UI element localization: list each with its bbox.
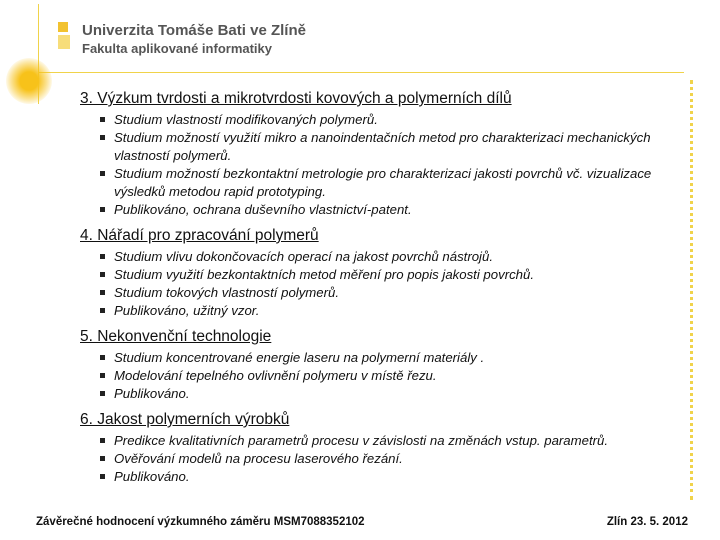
bullet-icon <box>100 207 105 212</box>
bullet-list <box>80 111 685 219</box>
bullet-list <box>80 432 685 486</box>
list-item: Studium tokových vlastností polymerů. <box>114 284 685 302</box>
list-item: Studium využití bezkontaktních metod měření pro popis jakosti povrchů. <box>114 266 685 284</box>
list-item: Studium vlivu dokončovacích operací na jakost povrchů nástrojů. <box>114 248 685 266</box>
list-item: Modelování tepelného ovlivnění polymeru v místě řezu. <box>114 367 685 385</box>
decorative-sun-icon <box>6 58 52 104</box>
decorative-dotted-border <box>690 80 693 500</box>
list-item: Studium koncentrované energie laseru na polymerní materiály . <box>114 349 685 367</box>
section-hardness <box>80 89 685 219</box>
bullet-icon <box>100 117 105 122</box>
list-item: Studium možností bezkontaktní metrologie pro charakterizaci jakosti povrchů vč. vizualizace výsledků metodou rapid prototyping. <box>114 165 685 201</box>
section-quality <box>80 410 685 486</box>
bullet-icon <box>100 272 105 277</box>
footer-date: Zlín 23. 5. 2012 <box>606 516 688 528</box>
bullet-list <box>80 349 685 403</box>
footer-project-title: Závěrečné hodnocení výzkumného záměru MSM7088352102 <box>36 516 365 528</box>
list-item: Publikováno, ochrana duševního vlastnictví-patent. <box>114 201 685 219</box>
section-title: 3. Výzkum tvrdosti a mikrotvrdosti kovových a polymerních dílů <box>80 90 512 107</box>
list-item: Studium možností využití mikro a nanoindentačních metod pro charakterizaci mechanických vlastností polymerů. <box>114 129 685 165</box>
bullet-icon <box>100 135 105 140</box>
section-title: 5. Nekonvenční technologie <box>80 328 272 345</box>
section-tools <box>80 226 685 320</box>
bullet-icon <box>100 254 105 259</box>
bullet-list <box>80 248 685 320</box>
list-item: Publikováno. <box>114 385 685 403</box>
bullet-icon <box>100 308 105 313</box>
bullet-icon <box>100 456 105 461</box>
bullet-icon <box>100 171 105 176</box>
faculty-name: Fakulta aplikované informatiky <box>82 41 273 56</box>
bullet-icon <box>100 290 105 295</box>
list-item: Studium vlastností modifikovaných polymerů. <box>114 111 685 129</box>
section-title: 4. Nářadí pro zpracování polymerů <box>80 227 319 244</box>
section-technology <box>80 327 685 403</box>
university-logo <box>58 22 306 58</box>
bullet-icon <box>100 438 105 443</box>
list-item: Predikce kvalitativních parametrů procesu v závislosti na změnách vstup. parametrů. <box>114 432 685 450</box>
logo-text <box>82 22 306 58</box>
bullet-icon <box>100 474 105 479</box>
decorative-horizontal-line <box>38 72 684 73</box>
section-title: 6. Jakost polymerních výrobků <box>80 411 290 428</box>
logo-mark-icon <box>58 22 74 50</box>
slide-content <box>80 89 685 493</box>
list-item: Publikováno. <box>114 468 685 486</box>
bullet-icon <box>100 373 105 378</box>
bullet-icon <box>100 391 105 396</box>
university-name: Univerzita Tomáše Bati ve Zlíně <box>82 22 306 39</box>
list-item: Publikováno, užitný vzor. <box>114 302 685 320</box>
list-item: Ověřování modelů na procesu laserového řezání. <box>114 450 685 468</box>
bullet-icon <box>100 355 105 360</box>
